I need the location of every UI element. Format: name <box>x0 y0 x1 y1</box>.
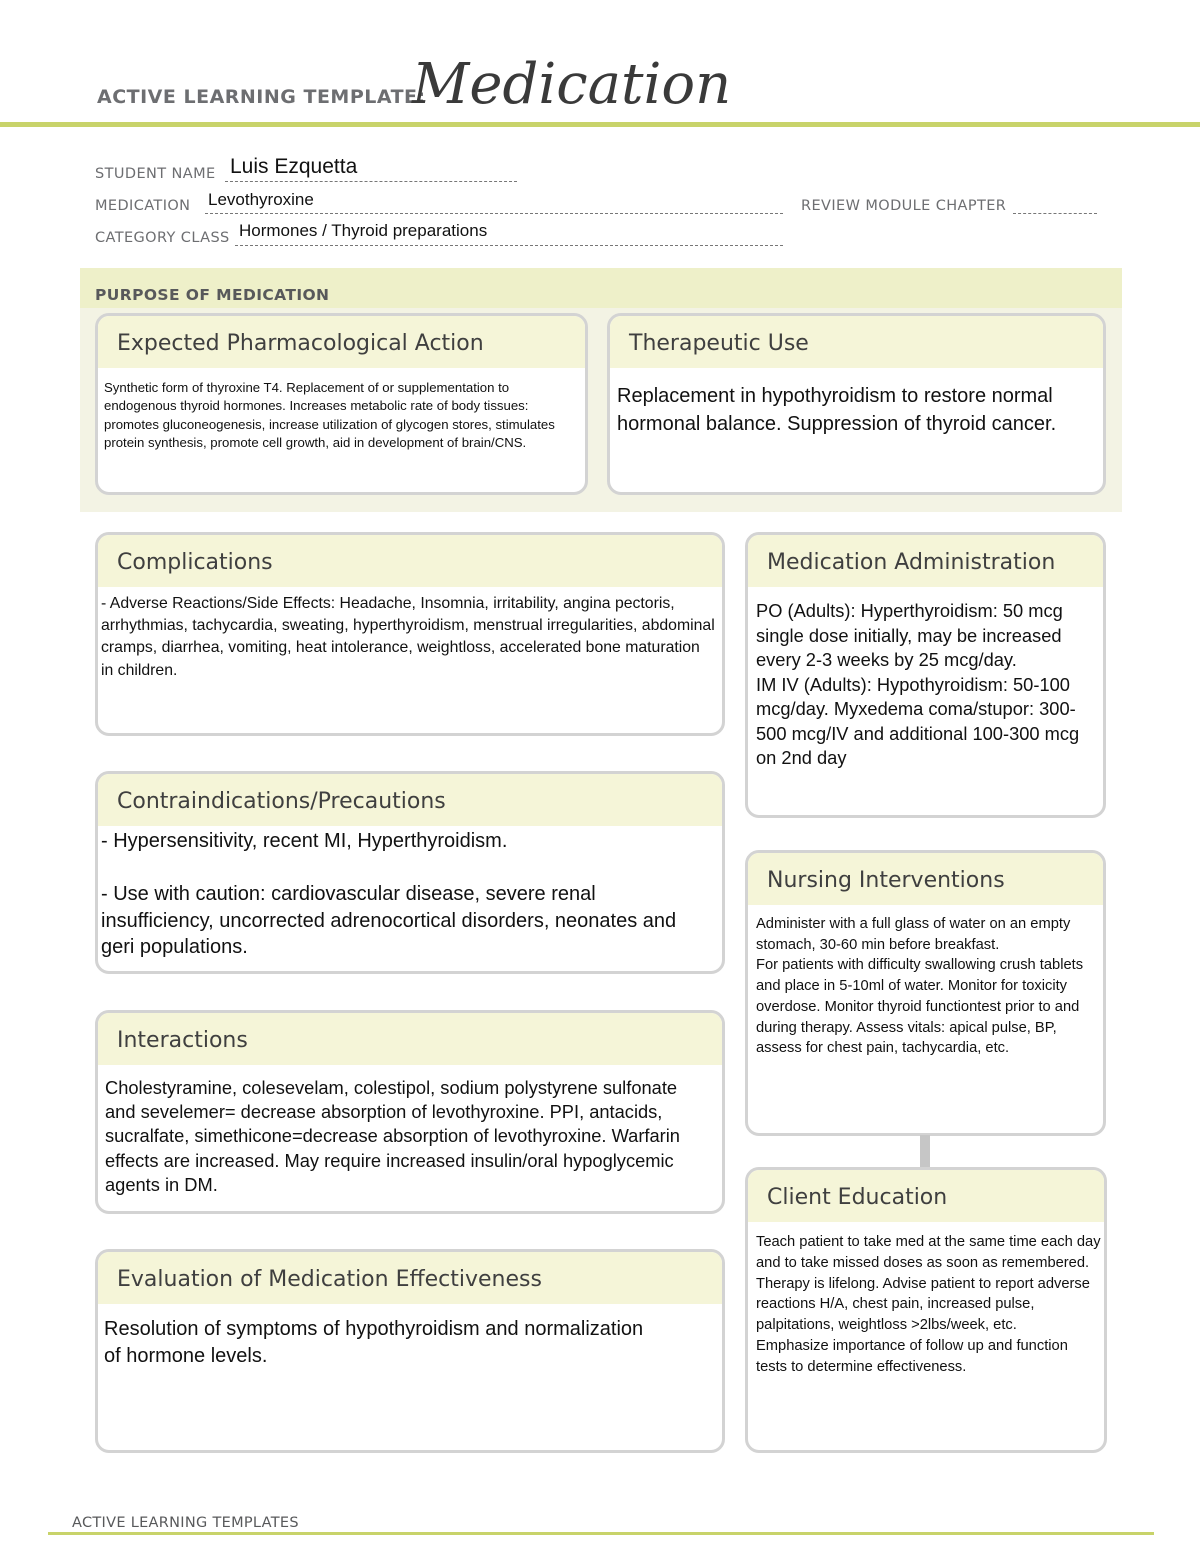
contraindications-header <box>98 774 722 826</box>
contraindications-title: Contraindications/Precautions <box>117 789 446 814</box>
interactions-title: Interactions <box>117 1028 248 1053</box>
client-education-text[interactable]: Teach patient to take med at the same time each day and to take missed doses as soon as remembered. Therapy is lifelong. Advise patient to report adverse reactions H/A, chest pain, increased pulse, palpitations, weightloss >2lbs/week, etc. Emphasize importance of follow up and function tests to determine effectiveness. <box>756 1234 1101 1375</box>
evaluation-header <box>98 1252 722 1304</box>
student-name-field[interactable]: Luis Ezquetta <box>230 155 358 178</box>
footer-divider <box>48 1532 1154 1535</box>
expected-action-card <box>95 313 588 495</box>
administration-header <box>748 535 1103 587</box>
medication-label: MEDICATION <box>95 198 191 214</box>
expected-action-text[interactable]: Synthetic form of thyroxine T4. Replacement of or supplementation to endogenous thyroid hormones. Increases metabolic rate of body tissues: promotes gluconeogenesis, increase utilization of glycogen stores, stimulates protein synthesis, promote cell growth, aid in development of brain/CNS. <box>104 380 555 450</box>
nursing-card <box>745 850 1106 1136</box>
client-education-card <box>745 1167 1107 1453</box>
contraindications-card <box>95 771 725 974</box>
interactions-header <box>98 1013 722 1065</box>
template-label: ACTIVE LEARNING TEMPLATE: <box>97 86 426 108</box>
interactions-text[interactable]: Cholestyramine, colesevelam, colestipol, sodium polystyrene sulfonate and sevelemer= decrease absorption of levothyroxine. PPI, antacids, sucralfate, simethicone=decrease absorption of levothyroxine. Warfarin effects are increased. May require increased insulin/oral hypoglycemic agents in DM. <box>105 1077 680 1195</box>
page-title: Medication <box>412 52 732 117</box>
expected-action-title: Expected Pharmacological Action <box>117 331 484 356</box>
therapeutic-use-title: Therapeutic Use <box>629 331 809 356</box>
footer-label: ACTIVE LEARNING TEMPLATES <box>72 1515 299 1531</box>
nursing-title: Nursing Interventions <box>767 868 1005 893</box>
therapeutic-use-header <box>610 316 1103 368</box>
complications-title: Complications <box>117 550 273 575</box>
therapeutic-use-text[interactable]: Replacement in hypothyroidism to restore normal hormonal balance. Suppression of thyroid cancer. <box>617 385 1057 435</box>
medication-field[interactable]: Levothyroxine <box>208 190 314 209</box>
contraindications-text[interactable]: - Hypersensitivity, recent MI, Hyperthyroidism. - Use with caution: cardiovascular disease, severe renal insufficiency, uncorrected adrenocortical disorders, neonates and geri populations. <box>101 830 677 958</box>
client-education-title: Client Education <box>767 1185 948 1210</box>
administration-text[interactable]: PO (Adults): Hyperthyroidism: 50 mcg single dose initially, may be increased every 2-3 weeks by 25 mcg/day. IM IV (Adults): Hypothyroidism: 50-100 mcg/day. Myxedema coma/stupor: 300-500 mcg/IV and additional 100-300 mcg on 2nd day <box>756 600 1080 768</box>
nursing-header <box>748 853 1103 905</box>
administration-card <box>745 532 1106 818</box>
category-class-line <box>235 245 783 246</box>
therapeutic-use-card <box>607 313 1106 495</box>
complications-text[interactable]: - Adverse Reactions/Side Effects: Headache, Insomnia, irritability, angina pectoris, arrhythmias, tachycardia, sweating, hyperthyroidism, menstrual irregularities, abdominal cramps, diarrhea, vomiting, heat intolerance, weightloss, accelerated bone maturation in children. <box>101 595 715 679</box>
review-module-label: REVIEW MODULE CHAPTER <box>801 198 1007 214</box>
evaluation-title: Evaluation of Medication Effectiveness <box>117 1267 542 1292</box>
category-class-field[interactable]: Hormones / Thyroid preparations <box>239 221 488 240</box>
complications-card <box>95 532 725 736</box>
administration-title: Medication Administration <box>767 550 1056 575</box>
expected-action-header <box>98 316 585 368</box>
medication-line <box>205 213 783 214</box>
category-class-label: CATEGORY CLASS <box>95 230 230 246</box>
purpose-label: PURPOSE OF MEDICATION <box>95 286 330 304</box>
student-name-line <box>225 181 517 182</box>
complications-header <box>98 535 722 587</box>
evaluation-card <box>95 1249 725 1453</box>
nursing-text[interactable]: Administer with a full glass of water on an empty stomach, 30-60 min before breakfast. For patients with difficulty swallowing crush tablets and place in 5-10ml of water. Monitor for toxicity overdose. Monitor thyroid functiontest prior to and during therapy. Assess vitals: apical pulse, BP, assess for chest pain, tachycardia, etc. <box>756 916 1084 1057</box>
evaluation-text[interactable]: Resolution of symptoms of hypothyroidism and normalization of hormone levels. <box>104 1318 644 1367</box>
interactions-card <box>95 1010 725 1214</box>
client-education-header <box>748 1170 1104 1222</box>
review-module-line <box>1013 213 1097 214</box>
header-divider <box>0 122 1200 127</box>
section-connector <box>920 1135 930 1167</box>
student-name-label: STUDENT NAME <box>95 166 216 182</box>
